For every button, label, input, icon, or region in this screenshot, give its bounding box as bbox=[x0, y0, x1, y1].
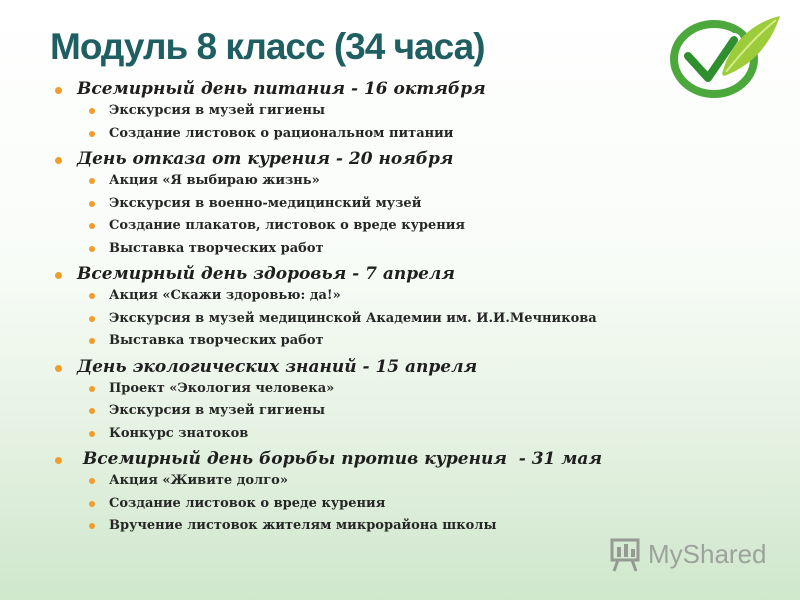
subitem-list bbox=[55, 173, 775, 257]
presentation-board-icon bbox=[606, 535, 646, 575]
slide-title: Модуль 8 класс (34 часа) bbox=[50, 26, 485, 67]
topic-label: День отказа от курения - 20 ноября bbox=[77, 149, 454, 169]
topic-label: Всемирный день здоровья - 7 апреля bbox=[77, 264, 455, 284]
subitem: Экскурсия в музей гигиены bbox=[55, 403, 775, 419]
topic-label: Всемирный день питания - 16 октября bbox=[77, 79, 486, 99]
watermark-text: MyShared bbox=[648, 539, 767, 569]
subitem: Экскурсия в музей гигиены bbox=[55, 103, 775, 119]
subitem: Создание листовок о рациональном питании bbox=[55, 126, 775, 142]
watermark bbox=[606, 535, 766, 575]
topic-item bbox=[55, 78, 775, 142]
subitem: Акция «Я выбираю жизнь» bbox=[55, 173, 775, 189]
topic-item bbox=[55, 263, 775, 349]
subitem-list bbox=[55, 473, 775, 534]
topic-label: Всемирный день борьбы против курения - 31 мая bbox=[77, 449, 602, 469]
subitem: Акция «Скажи здоровью: да!» bbox=[55, 288, 775, 304]
subitem: Экскурсия в военно-медицинский музей bbox=[55, 196, 775, 212]
topic-item bbox=[55, 356, 775, 442]
subitem: Экскурсия в музей медицинской Академии им. И.И.Мечникова bbox=[55, 311, 775, 327]
subitem-list bbox=[55, 288, 775, 349]
topic-item bbox=[55, 448, 775, 534]
topic-label: День экологических знаний - 15 апреля bbox=[77, 356, 478, 377]
subitem: Выставка творческих работ bbox=[55, 333, 775, 349]
subitem: Конкурс знатоков bbox=[55, 426, 775, 442]
subitem: Акция «Живите долго» bbox=[55, 473, 775, 489]
topic-item bbox=[55, 148, 775, 257]
subitem: Создание листовок о вреде курения bbox=[55, 496, 775, 512]
topic-list bbox=[55, 76, 775, 541]
subitem: Создание плакатов, листовок о вреде курения bbox=[55, 218, 775, 234]
subitem-list bbox=[55, 103, 775, 142]
subitem: Проект «Экология человека» bbox=[55, 381, 775, 397]
subitem-list bbox=[55, 381, 775, 442]
subitem: Выставка творческих работ bbox=[55, 241, 775, 257]
subitem: Вручение листовок жителям микрорайона школы bbox=[55, 518, 775, 534]
